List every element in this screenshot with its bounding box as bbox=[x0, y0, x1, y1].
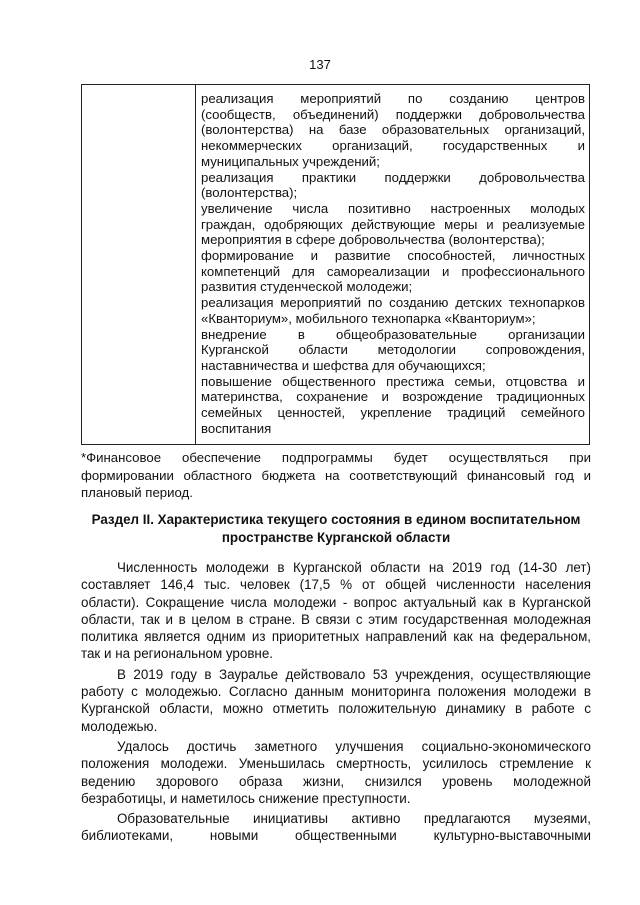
table-line: увеличение числа позитивно настроенных молодых bbox=[201, 200, 585, 216]
table-line: граждан, одобряющих действующие меры и реализуемые bbox=[201, 216, 585, 232]
paragraph-line: области). Сокращение числа молодежи - вопрос актуальный как в Курганской bbox=[81, 594, 591, 610]
table-line: формирование и развитие способностей, личностных bbox=[201, 248, 585, 264]
table-line: (волонтерства) на базе образовательных организаций, bbox=[201, 122, 585, 138]
table-line: повышение общественного престижа семьи, отцовства и bbox=[201, 373, 585, 389]
table-line: некоммерческих организаций, государственных и bbox=[201, 138, 585, 154]
table-line: Курганской области методологии сопровождения, bbox=[201, 342, 585, 358]
paragraph-line: работу с молодежью. Согласно данным мониторинга положения молодежи в bbox=[81, 684, 591, 700]
section-title bbox=[81, 511, 591, 546]
table-line: реализация мероприятий по созданию детских технопарков bbox=[201, 295, 585, 311]
table-line: наставничества и шефства для обучающихся; bbox=[201, 357, 486, 373]
paragraph bbox=[81, 559, 591, 663]
table-line: компетенций для самореализации и профессионального bbox=[201, 263, 585, 279]
table-line: «Кванториум», мобильного технопарка «Кванториум»; bbox=[201, 310, 536, 326]
section-title-line: пространстве Курганской области bbox=[221, 529, 451, 545]
paragraph-line: политика является одним из приоритетных направлений как на федеральном, bbox=[81, 629, 591, 645]
paragraph-line: положения молодежи. Уменьшилась смертность, усилилось стремление к bbox=[81, 756, 591, 772]
footnote-line: *Финансовое обеспечение подпрограммы будет осуществляться при bbox=[81, 450, 591, 465]
table-line: муниципальных учреждений; bbox=[201, 153, 380, 169]
paragraph-line: Курганской области, можно отметить положительную динамику в работе с bbox=[81, 701, 591, 717]
paragraph bbox=[81, 738, 591, 807]
table-line: (волонтерства); bbox=[201, 185, 298, 201]
table-left-cell bbox=[82, 85, 196, 444]
table-line: мероприятия в сфере добровольчества (волонтерства); bbox=[201, 232, 545, 248]
table-line: воспитания bbox=[201, 420, 272, 436]
footnote-line: плановый период. bbox=[81, 485, 193, 500]
paragraph-line: библиотеками, новыми общественными культурно-выставочными bbox=[81, 828, 591, 844]
paragraph-line: молодежью. bbox=[81, 718, 158, 734]
paragraph-line: В 2019 году в Зауралье действовало 53 учреждения, осуществляющие bbox=[117, 666, 591, 682]
table-right-cell bbox=[201, 91, 585, 436]
table-line: реализация мероприятий по созданию центров bbox=[201, 91, 585, 106]
paragraph-line: так и на региональном уровне. bbox=[81, 646, 273, 662]
page-number: 137 bbox=[309, 57, 331, 72]
paragraph-line: Удалось достичь заметного улучшения социально-экономического bbox=[117, 738, 591, 754]
paragraph-line: Образовательные инициативы активно предлагаются музеями, bbox=[117, 811, 591, 827]
paragraph-line: безработицы, и наметилось снижение преступности. bbox=[81, 790, 411, 806]
body-text bbox=[81, 559, 591, 848]
financing-footnote bbox=[81, 449, 591, 502]
footnote-line: формировании областного бюджета на соответствующий финансовый год и bbox=[81, 467, 591, 483]
section-title-line: Раздел II. Характеристика текущего состояния в едином воспитательном bbox=[91, 512, 581, 527]
paragraph-line: Численность молодежи в Курганской области на 2019 год (14-30 лет) bbox=[117, 560, 591, 575]
table-line: реализация практики поддержки добровольчества bbox=[201, 169, 585, 185]
paragraph bbox=[81, 810, 591, 845]
paragraph bbox=[81, 666, 591, 735]
table-line: семейных ценностей, укрепление традиций семейного bbox=[201, 405, 585, 421]
table-line: (сообществ, объединений) поддержки добровольчества bbox=[201, 106, 585, 122]
paragraph-line: области, так и в целом в стране. В связи с этим государственная молодежная bbox=[81, 611, 591, 627]
table-line: материнства, сохранение и возрождение традиционных bbox=[201, 389, 585, 405]
paragraph-line: составляет 146,4 тыс. человек (17,5 % от общей численности населения bbox=[81, 577, 591, 593]
measures-table bbox=[81, 84, 590, 445]
table-line: развития студенческой молодежи; bbox=[201, 279, 413, 295]
paragraph-line: ведению здорового образа жизни, снизился уровень молодежной bbox=[81, 773, 591, 789]
table-line: внедрение в общеобразовательные организации bbox=[201, 326, 585, 342]
